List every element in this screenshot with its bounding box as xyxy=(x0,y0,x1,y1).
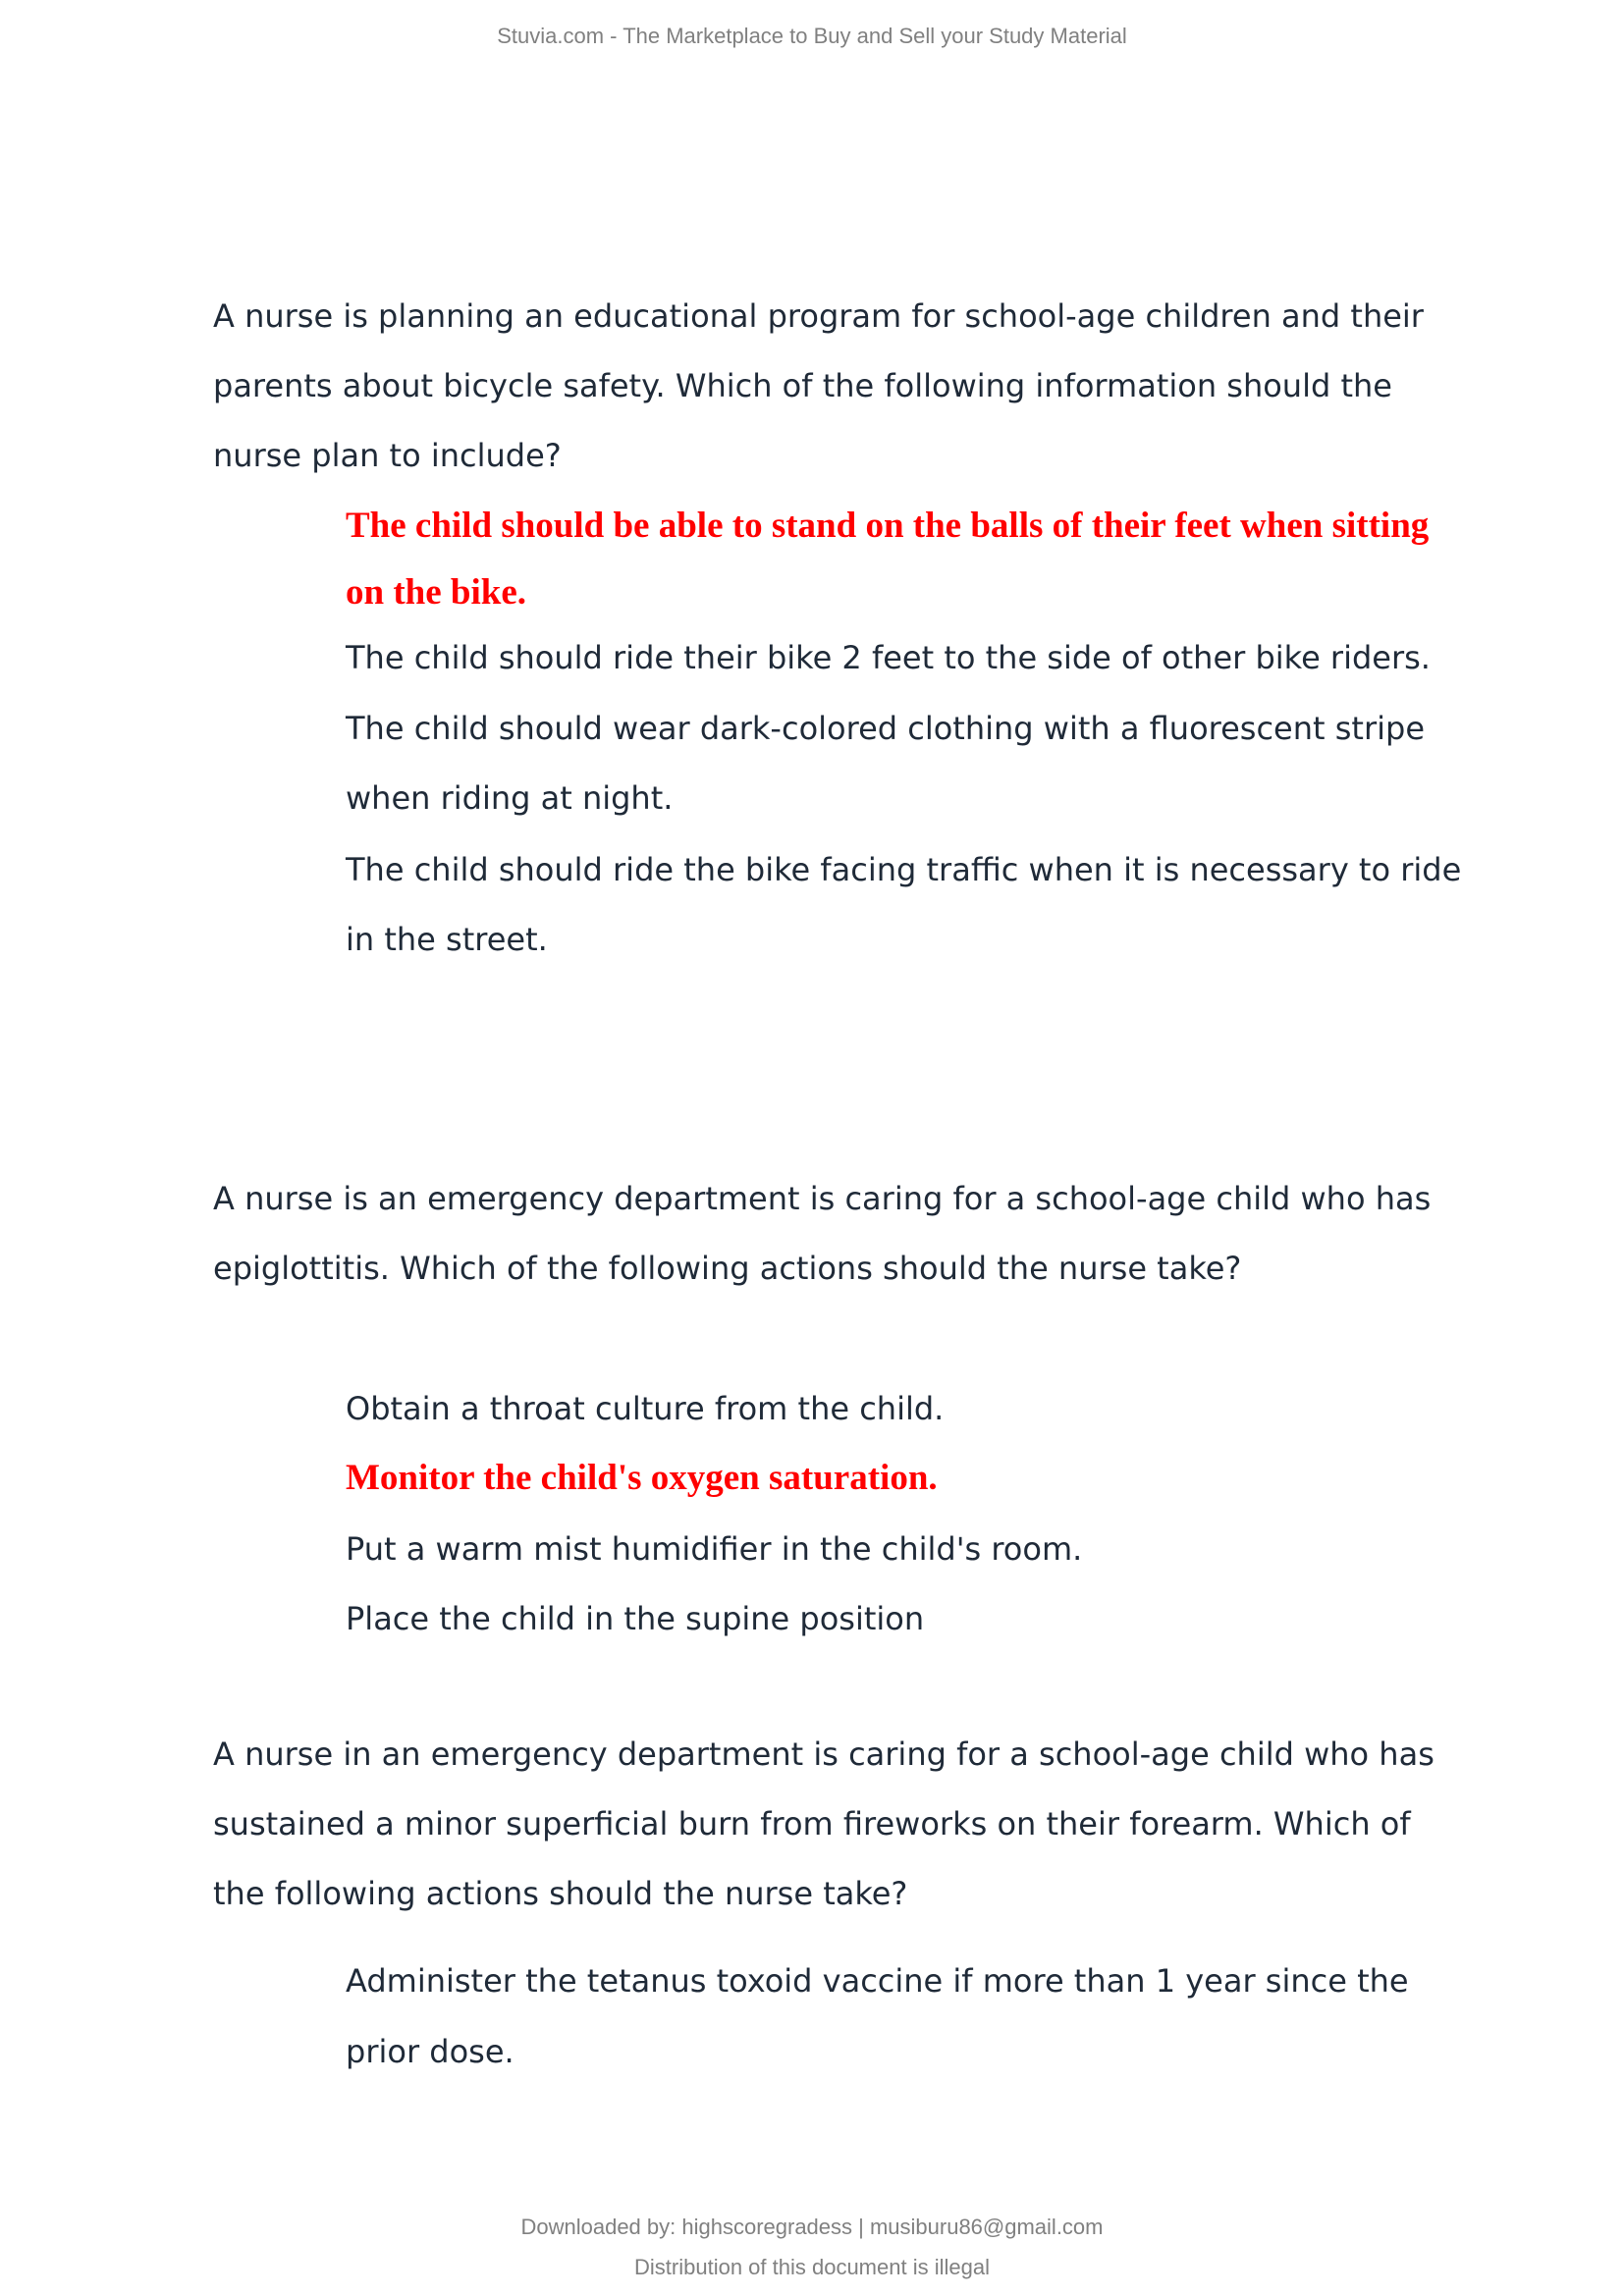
question-2-option-b: Monitor the child's oxygen saturation. xyxy=(346,1458,938,1498)
footer-distribution-notice: Distribution of this document is illegal xyxy=(634,2255,990,2279)
question-2-option-a: Obtain a throat culture from the child. xyxy=(346,1390,945,1427)
question-1-option-a: The child should be able to stand on the balls of their feet when sitting on the bike. xyxy=(346,506,1430,613)
question-3-option-a: Administer the tetanus toxoid vaccine if more than 1 year since the prior dose. xyxy=(346,1962,1409,2070)
question-2-stem: A nurse is an emergency department is caring for a school-age child who has epiglottitis. Which of the following actions should the nurse take? xyxy=(213,1180,1432,1287)
question-3-stem: A nurse in an emergency department is caring for a school-age child who has sustained a minor superficial burn from fireworks on their forearm. Which of the following actions should the nurse take? xyxy=(213,1735,1435,1912)
page-header: Stuvia.com - The Marketplace to Buy and Sell your Study Material xyxy=(497,24,1127,48)
question-2-option-d: Place the child in the supine position xyxy=(346,1600,925,1637)
question-1-stem: A nurse is planning an educational program for school-age children and their parents about bicycle safety. Which of the following information should the nurse plan to include? xyxy=(213,297,1424,474)
question-2-option-c: Put a warm mist humidifier in the child's room. xyxy=(346,1530,1083,1568)
question-1-option-c: The child should wear dark-colored clothing with a fluorescent stripe when riding at night. xyxy=(346,710,1425,817)
question-1-option-d: The child should ride the bike facing traffic when it is necessary to ride in the street. xyxy=(346,851,1462,958)
footer-downloaded-by: Downloaded by: highscoregradess | musiburu86@gmail.com xyxy=(520,2215,1104,2239)
question-1-option-b: The child should ride their bike 2 feet to the side of other bike riders. xyxy=(346,639,1431,676)
